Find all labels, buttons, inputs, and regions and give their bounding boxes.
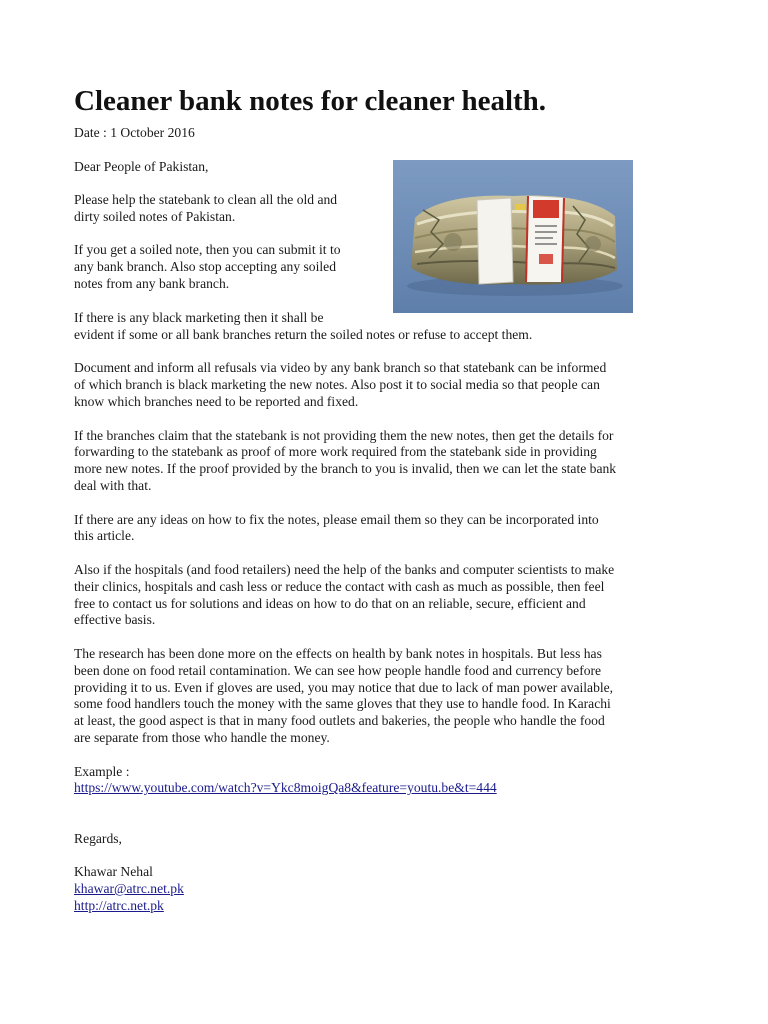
text-line: are separate from those who handle the money. [74,729,330,745]
document-body [74,310,714,931]
text-line: Document and inform all refusals via video by any bank branch so that statebank can be informed [74,360,607,376]
author-website-link[interactable]: http://atrc.net.pk [74,897,164,913]
text-line: If you get a soiled note, then you can submit it to [74,242,341,258]
signature-block [74,864,714,914]
paragraph-closing [74,831,714,848]
intro-side-text [74,192,384,310]
banknotes-bundle-image [393,160,633,313]
text-line: any bank branch. Also stop accepting any soiled [74,259,336,275]
paragraph-example [74,764,714,798]
text-line: know which branches need to be reported and fixed. [74,393,359,409]
author-name: Khawar Nehal [74,864,153,880]
text-line: more new notes. If the proof provided by the branch to you is invalid, then we can let the state bank [74,461,617,477]
banknotes-photo [393,160,633,313]
text-line: providing it to us. Even if gloves are used, you may notice that due to lack of man power available, [74,679,614,695]
text-line: If the branches claim that the statebank is not providing them the new notes, then get the details for [74,427,614,443]
text-line: some food handlers touch the money with the same gloves that they use to handle food. In Karachi [74,696,611,712]
paragraph-research [74,646,714,747]
paragraph-black-marketing [74,310,714,344]
text-line: The research has been done more on the effects on health by bank notes in hospitals. But less has [74,645,602,661]
paragraph-document-refusals [74,360,714,410]
text-line: If there is any black marketing then it shall be [74,310,324,325]
text-line: dirty soiled notes of Pakistan. [74,208,236,224]
text-line: this article. [74,528,135,544]
paragraph-submit-note [74,242,384,292]
text-line: forwarding to the statebank as proof of more work required from the statebank side in providing [74,444,597,460]
text-line: at least, the good aspect is that in many food outlets and bakeries, the people who handle the food [74,713,605,729]
document-date: Date : 1 October 2016 [74,125,195,140]
text-line: notes from any bank branch. [74,275,230,291]
text-line: effective basis. [74,612,156,628]
spacer [74,814,714,831]
example-label: Example : [74,763,130,779]
salutation: Dear People of Pakistan, [74,159,209,174]
paragraph-hospitals [74,562,714,629]
paragraph-branch-claims [74,428,714,495]
text-line: Please help the statebank to clean all the old and [74,192,338,207]
text-line: free to contact us for solutions and ideas on how to do that on an reliable, secure, efficient and [74,595,586,611]
page-title: Cleaner bank notes for cleaner health. [74,85,547,117]
paragraph-clean-notes [74,192,384,226]
text-line: If there are any ideas on how to fix the notes, please email them so they can be incorporated into [74,511,599,527]
example-video-link[interactable]: https://www.youtube.com/watch?v=Ykc8moigQa8&feature=youtu.be&t=444 [74,780,497,796]
text-line: their clinics, hospitals and cash less or reduce the contact with cash as much as possible, then feel [74,578,605,594]
author-email-link[interactable]: khawar@atrc.net.pk [74,881,184,897]
text-line: evident if some or all bank branches return the soiled notes or refuse to accept them. [74,326,533,342]
paragraph-ideas [74,512,714,546]
text-line: been done on food retail contamination. We can see how people handle food and currency before [74,662,602,678]
text-line: Also if the hospitals (and food retailers) need the help of the banks and computer scientists to make [74,561,615,577]
text-line: of which branch is black marketing the new notes. Also post it to social media so that people can [74,377,600,393]
closing-text: Regards, [74,830,122,846]
text-line: deal with that. [74,477,152,493]
